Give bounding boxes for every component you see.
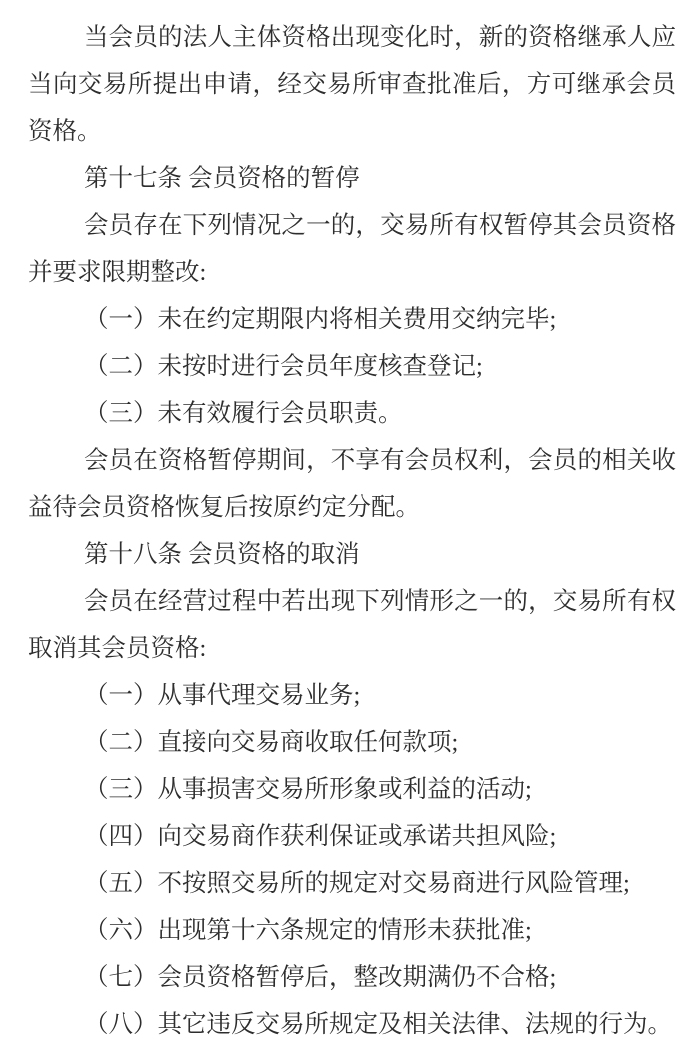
cancel-item-1: （一）从事代理交易业务; xyxy=(84,682,361,709)
suspension-item-1: （一）未在约定期限内将相关费用交纳完毕; xyxy=(84,306,557,333)
paragraph-suspension-effect: 会员在资格暂停期间，不享有会员权利，会员的相关收益待会员资格恢复后按原约定分配。 xyxy=(28,447,676,521)
cancel-item-4: （四）向交易商作获利保证或承诺共担风险; xyxy=(84,823,557,850)
cancel-item-6: （六）出现第十六条规定的情形未获批准; xyxy=(84,917,532,944)
suspension-item-2: （二）未按时进行会员年度核查登记; xyxy=(84,353,483,380)
cancel-item-2: （二）直接向交易商收取任何款项; xyxy=(84,729,459,756)
cancel-item-7: （七）会员资格暂停后，整改期满仍不合格; xyxy=(84,964,557,991)
article-17-heading: 第十七条 会员资格的暂停 xyxy=(84,165,360,192)
paragraph-cancel-intro: 会员在经营过程中若出现下列情形之一的，交易所有权取消其会员资格: xyxy=(28,588,676,662)
cancel-item-5: （五）不按照交易所的规定对交易商进行风险管理; xyxy=(84,870,630,897)
article-18-heading: 第十八条 会员资格的取消 xyxy=(84,541,360,568)
paragraph-suspension-intro: 会员存在下列情况之一的，交易所有权暂停其会员资格并要求限期整改: xyxy=(28,212,676,286)
cancel-item-8: （八）其它违反交易所规定及相关法律、法规的行为。 xyxy=(84,1011,672,1038)
cancel-item-3: （三）从事损害交易所形象或利益的活动; xyxy=(84,776,532,803)
paragraph-succession: 当会员的法人主体资格出现变化时，新的资格继承人应当向交易所提出申请，经交易所审查批准后，方可继承会员资格。 xyxy=(28,24,676,145)
suspension-item-3: （三）未有效履行会员职责。 xyxy=(84,400,403,427)
